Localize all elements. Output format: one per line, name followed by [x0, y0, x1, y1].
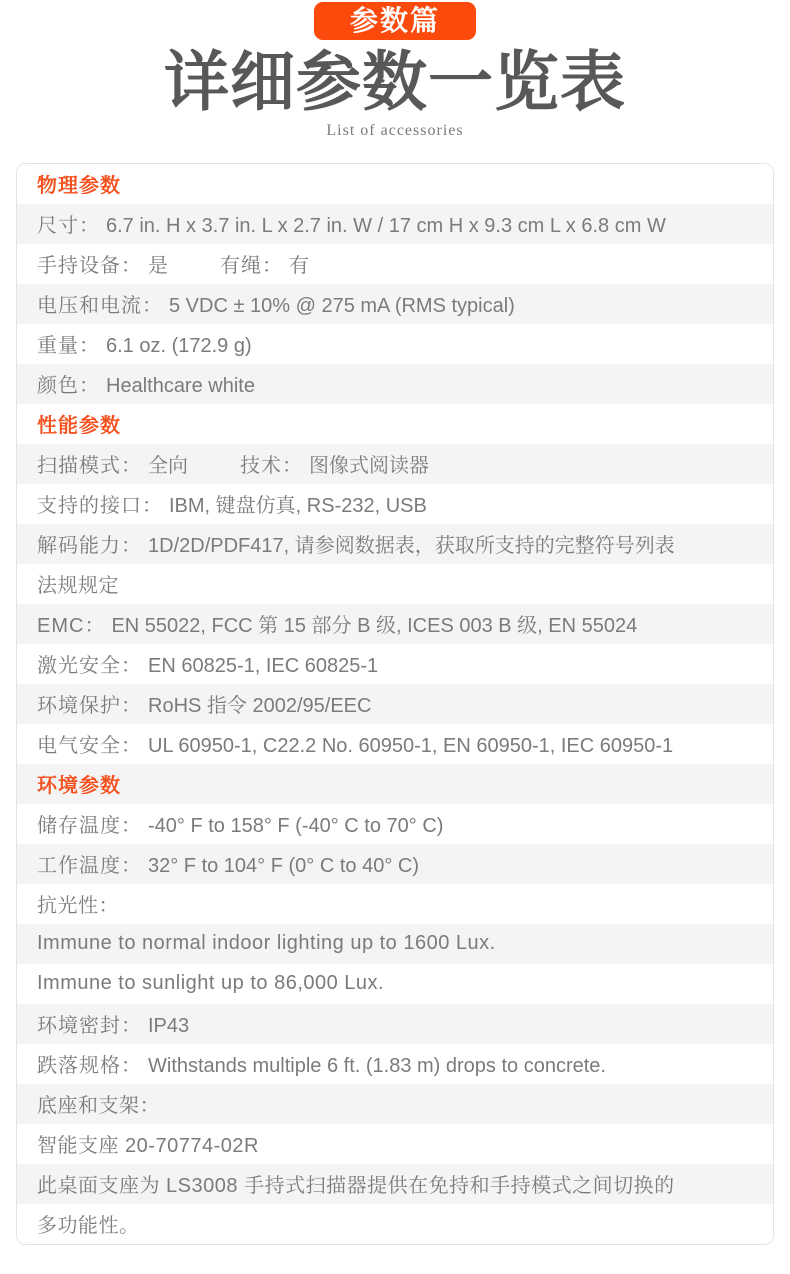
row-cell: [37, 809, 443, 838]
row-cell: [37, 369, 255, 398]
row-text: 此桌面支座为 LS3008 手持式扫描器提供在免持和手持模式之间切换的: [37, 1175, 675, 1197]
row-cell: [37, 289, 515, 318]
row-value: 6.1 oz. (172.9 g): [106, 335, 252, 357]
table-row: [17, 1044, 773, 1084]
row-label: 工作温度：: [37, 855, 142, 877]
row-text: Immune to normal indoor lighting up to 1600 Lux.: [37, 932, 496, 954]
row-cell: [37, 689, 371, 718]
page-subtitle: List of accessories: [326, 121, 464, 139]
page-title: 详细参数一览表: [163, 45, 626, 118]
row-label: EMC：: [37, 615, 106, 637]
row-label: 电压和电流：: [37, 295, 163, 317]
table-row: [17, 284, 773, 324]
row-label: 环境保护：: [37, 695, 142, 717]
row-label: 激光安全：: [37, 655, 142, 677]
row-value: 图像式阅读器: [309, 455, 429, 477]
row-value: Withstands multiple 6 ft. (1.83 m) drops to concrete.: [148, 1055, 606, 1077]
row-text: 底座和支架：: [37, 1095, 160, 1117]
table-row: [17, 644, 773, 684]
table-row: [17, 324, 773, 364]
table-row: [17, 924, 773, 964]
table-row: [17, 524, 773, 564]
row-label: 重量：: [37, 335, 100, 357]
row-value: 1D/2D/PDF417, 请参阅数据表，获取所支持的完整符号列表: [148, 535, 675, 557]
row-label: 有绳：: [220, 255, 283, 277]
table-row: [17, 1004, 773, 1044]
table-row: [17, 804, 773, 844]
row-cell: [37, 529, 675, 558]
row-value: 6.7 in. H x 3.7 in. L x 2.7 in. W / 17 cm H x 9.3 cm L x 6.8 cm W: [106, 215, 666, 237]
row-label: 解码能力：: [37, 535, 142, 557]
row-value: EN 55022, FCC 第 15 部分 B 级, ICES 003 B 级, EN 55024: [111, 615, 638, 637]
row-label: 颜色：: [37, 375, 100, 397]
table-row: [17, 964, 773, 1004]
row-label: 支持的接口：: [37, 495, 163, 517]
row-value: 有: [289, 255, 309, 277]
row-text: 多功能性。: [37, 1215, 140, 1237]
row-text: 法规规定: [37, 575, 119, 597]
row-cell: [37, 1009, 189, 1038]
table-row: [17, 684, 773, 724]
row-value: 5 VDC ± 10% @ 275 mA (RMS typical): [169, 295, 515, 317]
row-cell: [37, 489, 427, 518]
table-row: [17, 364, 773, 404]
row-cell: [37, 649, 378, 678]
row-label: 跌落规格：: [37, 1055, 142, 1077]
section-title: 环境参数: [37, 775, 121, 797]
table-row: [17, 244, 773, 284]
row-text: 智能支座 20-70774-02R: [37, 1135, 259, 1157]
section-header-row: [17, 764, 773, 804]
row-cell: [37, 729, 673, 758]
table-row: [17, 1204, 773, 1244]
row-label: 技术：: [240, 455, 303, 477]
table-row: [17, 604, 773, 644]
row-cell: [37, 609, 637, 638]
table-row: [17, 1164, 773, 1204]
row-value: 是: [148, 255, 168, 277]
row-value: RoHS 指令 2002/95/EEC: [148, 695, 372, 717]
section-title: 物理参数: [37, 175, 121, 197]
row-value: Healthcare white: [106, 375, 255, 397]
section-header-row: [17, 164, 773, 204]
row-cell: [37, 249, 168, 278]
row-label: 电气安全：: [37, 735, 142, 757]
row-cell: [37, 849, 419, 878]
row-value: -40° F to 158° F (-40° C to 70° C): [148, 815, 444, 837]
table-row: [17, 844, 773, 884]
section-badge: 参数篇: [314, 2, 476, 40]
table-row: [17, 884, 773, 924]
row-value: IBM, 键盘仿真, RS-232, USB: [169, 495, 427, 517]
row-value: IP43: [148, 1015, 190, 1037]
table-row: [17, 1124, 773, 1164]
row-cell: [37, 449, 188, 478]
section-title: 性能参数: [37, 415, 121, 437]
section-header-row: [17, 404, 773, 444]
badge-container: [0, 2, 790, 40]
row-label: 环境密封：: [37, 1015, 142, 1037]
table-row: [17, 724, 773, 764]
table-row: [17, 484, 773, 524]
row-cell: [220, 249, 309, 278]
spec-table: [16, 163, 774, 1245]
row-label: 储存温度：: [37, 815, 142, 837]
row-label: 扫描模式：: [37, 455, 142, 477]
row-text: Immune to sunlight up to 86,000 Lux.: [37, 972, 385, 994]
row-label: 尺寸：: [37, 215, 100, 237]
row-cell: [37, 209, 666, 238]
row-cell: [240, 449, 429, 478]
row-cell: [37, 1049, 606, 1078]
row-value: UL 60950-1, C22.2 No. 60950-1, EN 60950-1, IEC 60950-1: [148, 735, 674, 757]
table-row: [17, 444, 773, 484]
row-value: EN 60825-1, IEC 60825-1: [148, 655, 379, 677]
row-label: 手持设备：: [37, 255, 142, 277]
row-text: 抗光性：: [37, 895, 119, 917]
table-row: [17, 564, 773, 604]
table-row: [17, 1084, 773, 1124]
row-value: 32° F to 104° F (0° C to 40° C): [148, 855, 419, 877]
table-row: [17, 204, 773, 244]
row-cell: [37, 329, 252, 358]
row-value: 全向: [148, 455, 188, 477]
